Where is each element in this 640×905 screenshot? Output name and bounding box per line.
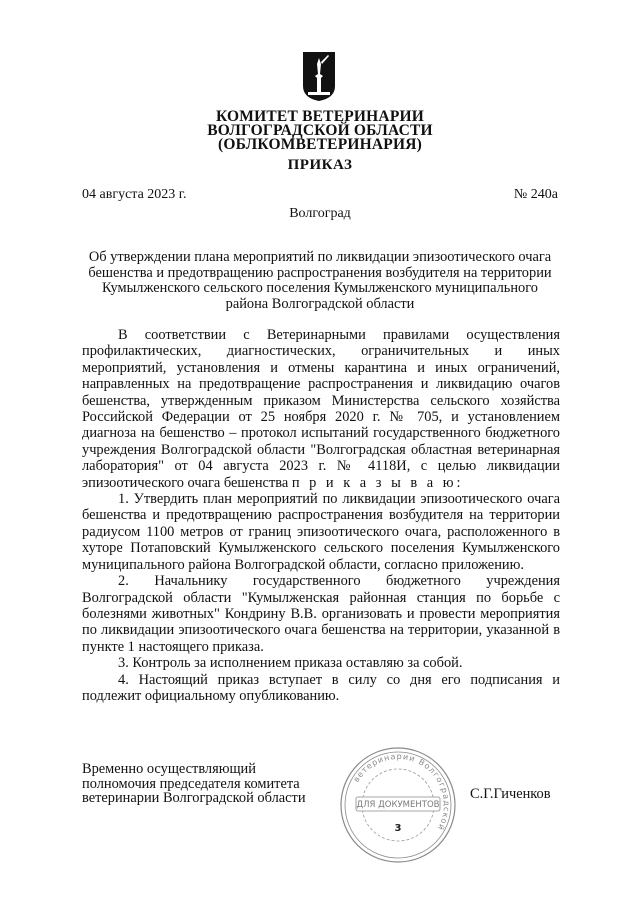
document-subject (80, 250, 560, 312)
order-item-2: 2. Начальнику государственного бюджетного учреждения Волгоградской области "Кумылженская районная станция по борьбе с болезнями животных" Кондрину В.В. организовать и провести мероприятия по ликвидации эпизоотического очага бешенства на территории, указанной в пункте 1 настоящего приказа. (82, 573, 560, 655)
intro-paragraph (82, 327, 560, 491)
org-name-line2: ВОЛГОГРАДСКОЙ ОБЛАСТИ (207, 122, 433, 139)
org-name-line1: КОМИТЕТ ВЕТЕРИНАРИИ (216, 108, 424, 125)
intro-text: В соответствии с Ветеринарными правилами осуществления профилактических, диагностических, ограничительных и иных мероприятий, установления и отмены карантина и иных ограничений, направленных на предотвращение распространения и ликвидацию очагов бешенства, утвержденным приказом Министерства сельского хозяйства Российской Федерации от 25 ноября 2020 г. № 705, и установлением диагноза на бешенство – протокол испытаний государственного бюджетного учреждения Волгоградской области "Волгоградская областная ветеринарная лаборатория" от 04 августа 2023 г. № 4118И, с целью ликвидации эпизоотического очага бешенства (82, 327, 560, 491)
document-type-title: ПРИКАЗ (287, 157, 353, 173)
signatory-position-line: Временно осуществляющий (82, 761, 256, 777)
signatory-position (82, 762, 306, 806)
stamp-ring-text: ветеринарии Волгоградской (351, 751, 452, 833)
order-item-1: 1. Утвердить план мероприятий по ликвидации эпизоотического очага бешенства и предотвращению распространения возбудителя на территории радиусом 1100 метров от границ эпизоотического очага, расположенного в хуторе Потаповский Кумылженского сельского поселения Кумылженского муниципального района Волгоградской области, согласно приложению. (82, 491, 560, 573)
document-city: Волгоград (289, 206, 351, 221)
svg-text:ветеринарии Волгоградской (352, 752, 451, 832)
subject-line: Кумылженского сельского поселения Кумылженского муниципального (102, 280, 538, 296)
signatory-position-line: полномочия председателя комитета (82, 775, 300, 792)
subject-line: Об утверждении плана мероприятий по ликвидации эпизоотического очага (88, 249, 552, 265)
document-number: № 240а (513, 187, 558, 202)
volgograd-coat-of-arms-icon (301, 50, 337, 102)
document-date: 04 августа 2023 г. (82, 187, 187, 202)
stamp-number: 3 (394, 823, 402, 834)
stamp-center-text: ДЛЯ ДОКУМЕНТОВ (356, 800, 440, 810)
signatory-position-line: ветеринарии Волгоградской области (82, 790, 306, 807)
official-stamp (338, 745, 458, 865)
order-item-4: 4. Настоящий приказ вступает в силу со дня его подписания и подлежит официальному опубликованию. (82, 671, 560, 704)
subject-line: района Волгоградской области (225, 295, 415, 312)
order-word: п р и к а з ы в а ю: (291, 474, 464, 491)
subject-line: бешенства и предотвращению распространения возбудителя на территории (88, 264, 552, 281)
order-item-3: 3. Контроль за исполнением приказа оставляю за собой. (118, 655, 463, 672)
document-body (82, 327, 560, 704)
signatory-name: С.Г.Гиченков (470, 786, 551, 802)
org-name-line3: (ОБЛКОМВЕТЕРИНАРИЯ) (218, 136, 422, 153)
